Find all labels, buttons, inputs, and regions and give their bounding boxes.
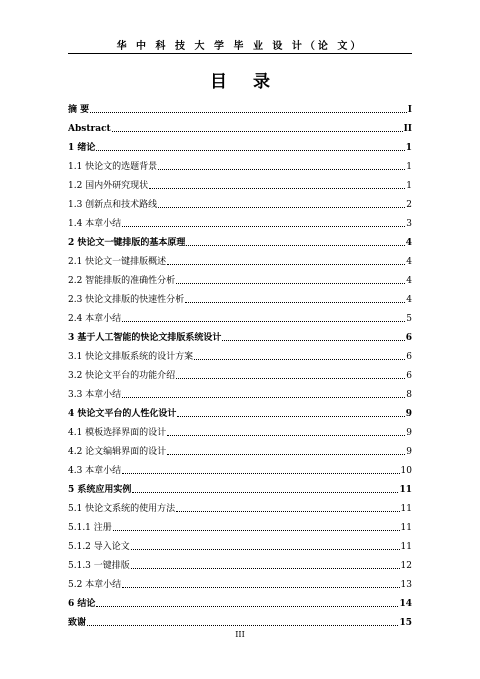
toc-dot-leader: [158, 207, 405, 208]
toc-entry-page: 11: [400, 504, 412, 514]
toc-entry-label: 3.3 本章小结: [68, 390, 122, 400]
toc-chapter-entry[interactable]: [68, 590, 412, 609]
toc-entry-label: 1 绪论: [68, 143, 96, 153]
toc-entry-page: 10: [400, 466, 412, 476]
toc-entry-page: 9: [406, 447, 412, 457]
toc-entry-label: 1.4 本章小结: [68, 219, 122, 229]
toc-dot-leader: [122, 473, 399, 474]
toc-dot-leader: [96, 150, 404, 151]
toc-dot-leader: [90, 112, 407, 113]
toc-section-entry[interactable]: [68, 419, 412, 438]
toc-dot-leader: [131, 568, 400, 569]
toc-dot-leader: [177, 416, 404, 417]
toc-dot-leader: [222, 340, 404, 341]
toc-entry-page: 6: [405, 333, 412, 343]
toc-dot-leader: [186, 245, 404, 246]
toc-section-entry[interactable]: [68, 286, 412, 305]
toc-entry-page: 4: [406, 276, 412, 286]
toc-entry-page: I: [407, 105, 412, 115]
toc-entry-label: 1.1 快论文的选题背景: [68, 162, 158, 172]
toc-section-entry[interactable]: [68, 210, 412, 229]
toc-dot-leader: [158, 169, 405, 170]
running-header: 华 中 科 技 大 学 毕 业 设 计（论 文）: [116, 41, 364, 52]
toc-dot-leader: [96, 606, 398, 607]
toc-section-entry[interactable]: [68, 552, 412, 571]
toc-section-entry[interactable]: [68, 457, 412, 476]
toc-entry-label: 5 系统应用实例: [68, 485, 132, 495]
toc-section-entry[interactable]: [68, 438, 412, 457]
toc-entry-label: 2.2 智能排版的准确性分析: [68, 276, 176, 286]
toc-section-entry[interactable]: [68, 362, 412, 381]
toc-dot-leader: [167, 435, 405, 436]
toc-entry-label: 致谢: [68, 618, 87, 628]
toc-entry-label: Abstract: [68, 124, 111, 134]
toc-entry-label: 5.1.3 一键排版: [68, 561, 130, 571]
toc-entry-label: 2.1 快论文一键排版概述: [68, 257, 167, 267]
toc-entry-page: 4: [405, 238, 412, 248]
toc-entry-label: 1.3 创新点和技术路线: [68, 200, 158, 210]
toc-entry-label: 6 结论: [68, 599, 96, 609]
toc-entry-label: 2.4 本章小结: [68, 314, 122, 324]
toc-entry-page: 13: [400, 580, 412, 590]
toc-entry-page: 11: [400, 542, 412, 552]
toc-entry-page: 1: [405, 143, 412, 153]
toc-entry-label: 4.1 模板选择界面的设计: [68, 428, 167, 438]
toc-chapter-entry[interactable]: [68, 324, 412, 343]
toc-entry-label: 3.1 快论文排版系统的设计方案: [68, 352, 194, 362]
toc-entry-page: 14: [399, 599, 412, 609]
toc-entry-page: 6: [406, 371, 412, 381]
toc-entry-page: 3: [406, 219, 412, 229]
toc-entry-page: 11: [399, 485, 412, 495]
toc-entry-label: 4.2 论文编辑界面的设计: [68, 447, 167, 457]
toc-entry-page: 15: [399, 618, 412, 628]
toc-section-entry[interactable]: [68, 514, 412, 533]
header-rule: [68, 53, 412, 54]
toc-dot-leader: [176, 511, 399, 512]
toc-chapter-entry[interactable]: [68, 229, 412, 248]
toc-dot-leader: [87, 625, 398, 626]
toc-entry-label: 5.1.2 导入论文: [68, 542, 130, 552]
toc-section-entry[interactable]: [68, 571, 412, 590]
toc-entry-page: 4: [406, 257, 412, 267]
toc-entry-page: 5: [406, 314, 412, 324]
toc-chapter-entry[interactable]: [68, 609, 412, 628]
toc-entry-page: 6: [406, 352, 412, 362]
toc-dot-leader: [185, 302, 405, 303]
toc-dot-leader: [131, 549, 400, 550]
toc-entry-label: 3 基于人工智能的快论文排版系统设计: [68, 333, 222, 343]
toc-dot-leader: [122, 587, 399, 588]
table-of-contents: [68, 96, 412, 628]
toc-entry-page: 8: [406, 390, 412, 400]
toc-dot-leader: [122, 397, 405, 398]
toc-chapter-entry[interactable]: [68, 96, 412, 115]
toc-section-entry[interactable]: [68, 381, 412, 400]
page-title: 目 录: [210, 72, 280, 92]
toc-section-entry[interactable]: [68, 343, 412, 362]
toc-entry-label: 4.3 本章小结: [68, 466, 122, 476]
toc-entry-label: 5.1 快论文系统的使用方法: [68, 504, 176, 514]
toc-chapter-entry[interactable]: [68, 476, 412, 495]
toc-dot-leader: [167, 454, 405, 455]
toc-entry-page: 12: [400, 561, 412, 571]
toc-section-entry[interactable]: [68, 267, 412, 286]
toc-dot-leader: [122, 226, 405, 227]
toc-entry-label: 5.2 本章小结: [68, 580, 122, 590]
toc-entry-page: 1: [406, 162, 412, 172]
toc-entry-label: 3.2 快论文平台的功能介绍: [68, 371, 176, 381]
toc-section-entry[interactable]: [68, 248, 412, 267]
toc-dot-leader: [167, 264, 405, 265]
toc-section-entry[interactable]: [68, 495, 412, 514]
toc-dot-leader: [176, 378, 405, 379]
toc-section-entry[interactable]: [68, 191, 412, 210]
toc-entry-page: 2: [406, 200, 412, 210]
toc-dot-leader: [112, 131, 403, 132]
toc-entry-page: II: [403, 124, 412, 134]
toc-chapter-entry[interactable]: [68, 134, 412, 153]
toc-entry-page: 9: [406, 428, 412, 438]
toc-entry-label: 5.1.1 注册: [68, 523, 112, 533]
toc-entry-label: 2.3 快论文排版的快速性分析: [68, 295, 185, 305]
toc-section-entry[interactable]: [68, 305, 412, 324]
toc-chapter-entry[interactable]: [68, 400, 412, 419]
toc-entry-label: 4 快论文平台的人性化设计: [68, 409, 177, 419]
toc-entry-label: 摘 要: [68, 105, 90, 115]
toc-dot-leader: [113, 530, 400, 531]
page-number: III: [235, 630, 245, 639]
toc-dot-leader: [122, 321, 405, 322]
toc-section-entry[interactable]: [68, 153, 412, 172]
toc-entry-page: 9: [405, 409, 412, 419]
toc-dot-leader: [194, 359, 405, 360]
toc-entry-page: 4: [406, 295, 412, 305]
toc-entry-label: 1.2 国内外研究现状: [68, 181, 149, 191]
toc-chapter-entry[interactable]: [68, 115, 412, 134]
toc-section-entry[interactable]: [68, 172, 412, 191]
toc-dot-leader: [176, 283, 405, 284]
toc-section-entry[interactable]: [68, 533, 412, 552]
toc-entry-page: 11: [400, 523, 412, 533]
toc-dot-leader: [149, 188, 405, 189]
toc-entry-label: 2 快论文一键排版的基本原理: [68, 238, 186, 248]
toc-entry-page: 1: [406, 181, 412, 191]
toc-dot-leader: [132, 492, 398, 493]
